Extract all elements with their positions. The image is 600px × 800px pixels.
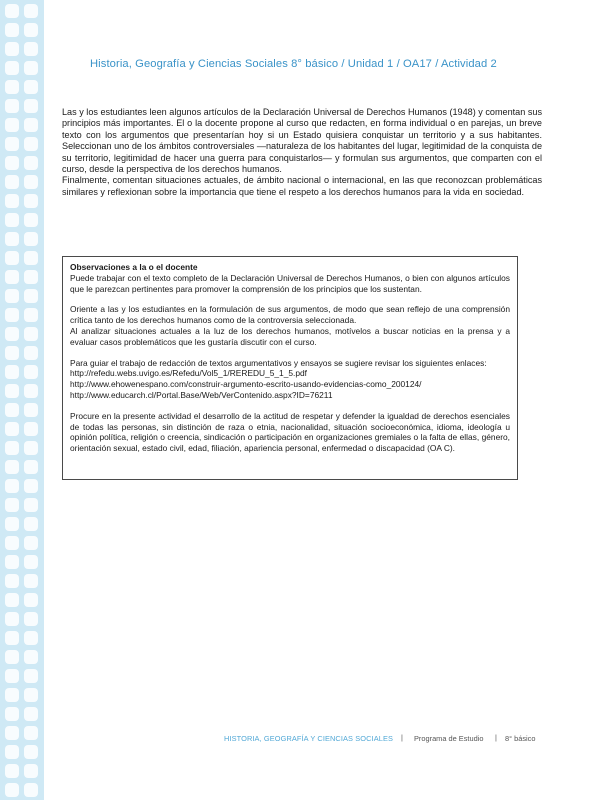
strip-cell xyxy=(24,403,38,417)
strip-cell xyxy=(24,441,38,455)
strip-cell xyxy=(24,517,38,531)
strip-cell xyxy=(24,498,38,512)
page-footer xyxy=(0,732,600,746)
strip-cell xyxy=(5,479,19,493)
strip-cell xyxy=(5,270,19,284)
activity-paragraph: Finalmente, comentan situaciones actuales, de ámbito nacional o internacional, en las que reconozcan problemáticas similares y reflexionan sobre la importancia que tiene el respeto a los derechos humanos para la vida en sociedad. xyxy=(62,175,542,197)
strip-cell xyxy=(24,42,38,56)
strip-cell xyxy=(5,384,19,398)
strip-cell xyxy=(24,137,38,151)
strip-cell xyxy=(5,99,19,113)
footer-separator: | xyxy=(401,733,403,742)
strip-cell xyxy=(24,213,38,227)
strip-cell xyxy=(5,764,19,778)
strip-cell xyxy=(24,270,38,284)
strip-cell xyxy=(5,574,19,588)
strip-cell xyxy=(5,137,19,151)
strip-cell xyxy=(5,688,19,702)
strip-cell xyxy=(24,232,38,246)
strip-cell xyxy=(24,23,38,37)
strip-cell xyxy=(24,650,38,664)
observations-paragraph: Oriente a las y los estudiantes en la formulación de sus argumentos, de modo que sean reflejo de una comprensión crítica tanto de los derechos humanos como de la controversia seleccionada. xyxy=(70,304,510,326)
strip-cell xyxy=(24,289,38,303)
strip-cell xyxy=(24,194,38,208)
strip-cell xyxy=(24,631,38,645)
strip-cell xyxy=(5,194,19,208)
strip-cell xyxy=(24,384,38,398)
strip-cell xyxy=(5,213,19,227)
strip-cell xyxy=(24,422,38,436)
strip-cell xyxy=(5,593,19,607)
strip-cell xyxy=(24,61,38,75)
strip-cell xyxy=(24,4,38,18)
strip-cell xyxy=(24,536,38,550)
strip-cell xyxy=(5,327,19,341)
strip-cell xyxy=(24,479,38,493)
strip-cell xyxy=(5,175,19,189)
strip-cell xyxy=(5,422,19,436)
observations-paragraph: Para guiar el trabajo de redacción de textos argumentativos y ensayos se sugiere revisar los siguientes enlaces: xyxy=(70,357,487,368)
strip-cell xyxy=(24,783,38,797)
strip-cell xyxy=(5,80,19,94)
strip-cell xyxy=(5,61,19,75)
strip-cell xyxy=(5,23,19,37)
strip-cell xyxy=(24,688,38,702)
strip-cell xyxy=(24,612,38,626)
strip-cell xyxy=(24,99,38,113)
observations-paragraph: Procure en la presente actividad el desarrollo de la actitud de respetar y defender la igualdad de derechos esenciales de todas las personas, sin distinción de raza o etnia, nacionalidad, situación socioeconómica, idioma, ideología u opinión política, religión o creencia, sindicación o participación en organizaciones gremiales o la falta de ellas, género, orientación sexual, estado civil, edad, filiación, apariencia personal, enfermedad o discapacidad (OA C). xyxy=(70,410,510,454)
strip-cell xyxy=(24,460,38,474)
strip-cell xyxy=(5,669,19,683)
page-title: Historia, Geografía y Ciencias Sociales 8° básico / Unidad 1 / OA17 / Actividad 2 xyxy=(90,58,497,70)
strip-cell xyxy=(5,156,19,170)
strip-cell xyxy=(24,327,38,341)
strip-cell xyxy=(5,536,19,550)
strip-cell xyxy=(24,764,38,778)
strip-cell xyxy=(24,365,38,379)
strip-cell xyxy=(5,441,19,455)
observations-paragraph: Al analizar situaciones actuales a la luz de los derechos humanos, motívelos a buscar noticias en la prensa y a evaluar casos problemáticos que les gustaría discutir con el curso. xyxy=(70,325,510,347)
teacher-observations-box xyxy=(62,256,518,480)
strip-cell xyxy=(5,308,19,322)
strip-cell xyxy=(5,346,19,360)
activity-paragraph: Las y los estudiantes leen algunos artículos de la Declaración Universal de Derechos Humanos (1948) y comentan sus principios más importantes. El o la docente propone al curso que redacten, en forma individual o en parejas, un breve texto con los argumentos que presentarían hoy si un Estado quisiera conquistar un territorio y a sus habitantes. Seleccionan uno de los ámbitos controversiales —naturaleza de los habitantes del lugar, legitimidad de la conquista de su territorio, legitimidad de hacer una guerra para conquistarlos— y formulan sus argumentos, que comparten con el curso, desde la perspectiva de los derechos humanos. xyxy=(62,107,542,175)
strip-cell xyxy=(5,232,19,246)
reference-link[interactable]: http://refedu.webs.uvigo.es/Refedu/Vol5_1/REREDU_5_1_5.pdf xyxy=(70,368,307,379)
strip-cell xyxy=(5,783,19,797)
strip-cell xyxy=(24,346,38,360)
strip-cell xyxy=(5,612,19,626)
strip-cell xyxy=(5,118,19,132)
strip-cell xyxy=(5,42,19,56)
strip-cell xyxy=(24,118,38,132)
activity-description xyxy=(62,107,542,198)
strip-cell xyxy=(5,4,19,18)
strip-cell xyxy=(24,80,38,94)
strip-cell xyxy=(5,631,19,645)
reference-link[interactable]: http://www.ehowenespano.com/construir-argumento-escrito-usando-evidencias-como_200124/ xyxy=(70,379,422,390)
strip-cell xyxy=(5,403,19,417)
footer-subject: HISTORIA, GEOGRAFÍA Y CIENCIAS SOCIALES xyxy=(224,734,394,743)
footer-grade: 8° básico xyxy=(505,734,536,743)
strip-cell xyxy=(5,745,19,759)
strip-cell xyxy=(24,156,38,170)
strip-cell xyxy=(5,289,19,303)
footer-program: Programa de Estudio xyxy=(414,734,484,743)
strip-cell xyxy=(5,707,19,721)
observations-paragraph: Puede trabajar con el texto completo de la Declaración Universal de Derechos Humanos, o bien con algunos artículos que le parezcan pertinentes para promover la comprensión de los principios que los sustentan. xyxy=(70,272,510,294)
strip-cell xyxy=(5,365,19,379)
strip-cell xyxy=(24,175,38,189)
strip-cell xyxy=(24,593,38,607)
strip-cell xyxy=(5,460,19,474)
strip-cell xyxy=(5,498,19,512)
strip-cell xyxy=(24,308,38,322)
strip-cell xyxy=(24,251,38,265)
strip-cell xyxy=(24,555,38,569)
strip-cell xyxy=(24,669,38,683)
strip-cell xyxy=(24,574,38,588)
strip-cell xyxy=(5,650,19,664)
strip-cell xyxy=(5,517,19,531)
decorative-side-strip xyxy=(0,0,44,800)
strip-cell xyxy=(5,251,19,265)
reference-link[interactable]: http://www.educarch.cl/Portal.Base/Web/VerContenido.aspx?ID=76211 xyxy=(70,389,333,400)
footer-separator: | xyxy=(495,733,497,742)
observations-title: Observaciones a la o el docente xyxy=(70,262,198,272)
strip-cell xyxy=(24,707,38,721)
strip-cell xyxy=(5,555,19,569)
strip-cell xyxy=(24,745,38,759)
